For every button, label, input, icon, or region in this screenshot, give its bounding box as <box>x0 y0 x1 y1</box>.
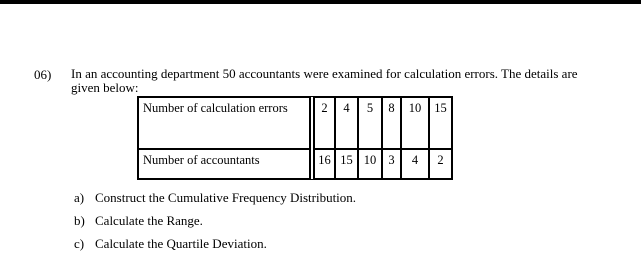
errors-cell: 2 <box>314 97 335 149</box>
part-letter: a) <box>74 190 85 205</box>
errors-cell: 5 <box>358 97 382 149</box>
part-text: Calculate the Range. <box>95 213 203 228</box>
row-label-errors: Number of calculation errors <box>138 97 310 149</box>
part-a <box>74 190 356 213</box>
errors-cell: 8 <box>382 97 401 149</box>
question-number: 06) <box>34 67 52 82</box>
accountants-cell: 4 <box>401 149 429 179</box>
part-text: Calculate the Quartile Deviation. <box>95 236 267 251</box>
part-letter: b) <box>74 213 85 228</box>
errors-cell: 4 <box>335 97 358 149</box>
accountants-cell: 10 <box>358 149 382 179</box>
errors-cell: 15 <box>429 97 452 149</box>
part-b <box>74 213 356 236</box>
accountants-cell: 15 <box>335 149 358 179</box>
stem-line-2: given below: <box>71 80 139 95</box>
question-parts <box>74 190 356 259</box>
errors-cell: 10 <box>401 97 429 149</box>
table-row-errors <box>138 97 452 149</box>
accountants-cell: 3 <box>382 149 401 179</box>
question-stem <box>71 67 631 95</box>
part-c <box>74 236 356 259</box>
frequency-table <box>137 96 453 180</box>
accountants-cell: 2 <box>429 149 452 179</box>
part-letter: c) <box>74 236 85 251</box>
row-label-accountants: Number of accountants <box>138 149 310 179</box>
stem-line-1: In an accounting department 50 accountants were examined for calculation errors. The details are <box>71 66 578 81</box>
top-border-rule <box>0 0 641 4</box>
table-row-accountants <box>138 149 452 179</box>
part-text: Construct the Cumulative Frequency Distribution. <box>95 190 357 205</box>
accountants-cell: 16 <box>314 149 335 179</box>
